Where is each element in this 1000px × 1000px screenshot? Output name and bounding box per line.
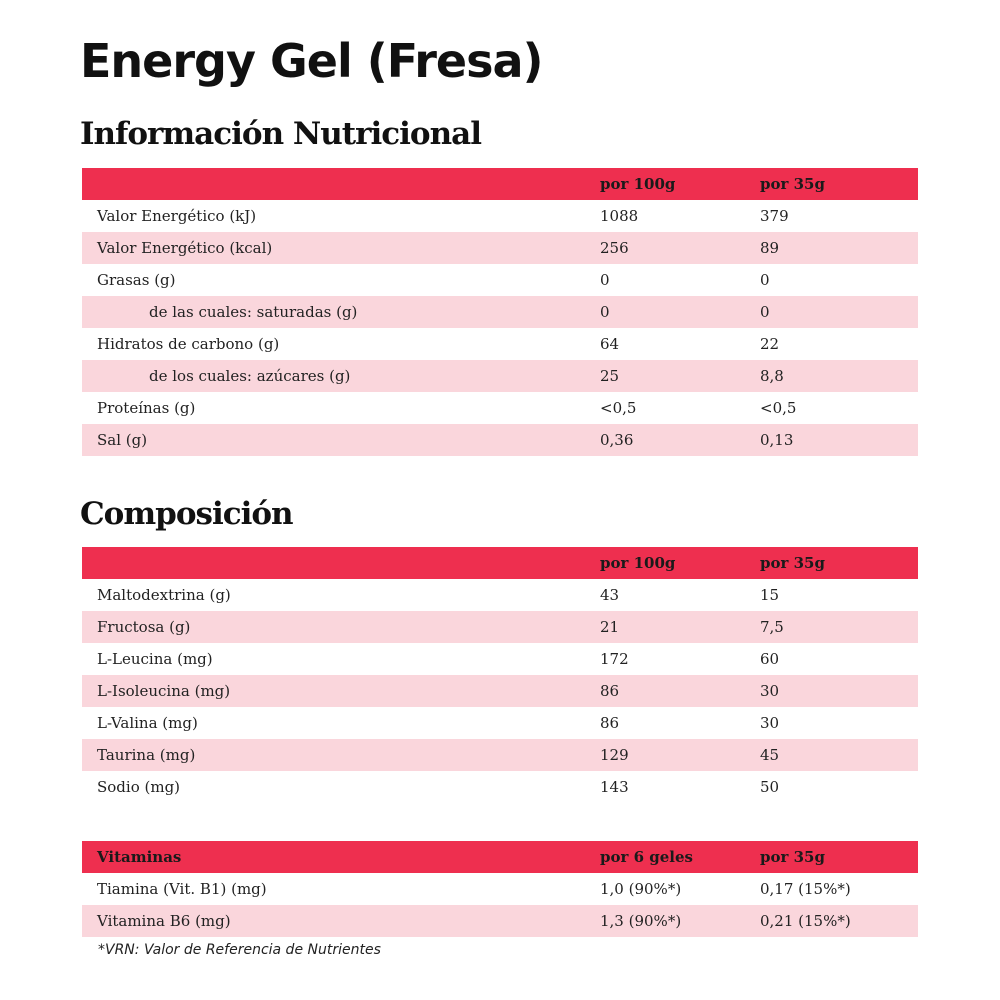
- column-header-per-100g: por 100g: [600, 554, 676, 572]
- row-label: Grasas (g): [97, 271, 176, 289]
- row-value-35g: 89: [760, 239, 780, 257]
- column-header-vitamins: Vitaminas: [97, 848, 182, 866]
- row-value-100g: 0: [600, 271, 610, 289]
- row-value-35g: 0,13: [760, 431, 794, 449]
- row-value-100g: 143: [600, 778, 629, 796]
- nutrition-heading: Información Nutricional: [80, 116, 481, 152]
- table-header: [82, 168, 918, 200]
- row-value-35g: 15: [760, 586, 780, 604]
- table-header: [82, 841, 918, 873]
- product-title: Energy Gel (Fresa): [80, 34, 543, 88]
- table-row: [82, 360, 918, 392]
- row-label: de los cuales: azúcares (g): [149, 367, 351, 385]
- row-value-100g: 25: [600, 367, 620, 385]
- row-value-100g: 86: [600, 682, 620, 700]
- row-value-35g: 45: [760, 746, 780, 764]
- row-value-35g: <0,5: [760, 399, 797, 417]
- column-header-per-35g: por 35g: [760, 175, 825, 193]
- row-value-35g: 7,5: [760, 618, 784, 636]
- row-value-35g: 60: [760, 650, 780, 668]
- row-value-100g: 1088: [600, 207, 639, 225]
- row-value-6-gels: 1,0 (90%*): [600, 880, 682, 898]
- row-value-35g: 379: [760, 207, 789, 225]
- row-value-100g: 0,36: [600, 431, 634, 449]
- table-row: [82, 296, 918, 328]
- table-header: [82, 547, 918, 579]
- table-row: [82, 707, 918, 739]
- row-value-35g: 30: [760, 682, 780, 700]
- table-row: [82, 232, 918, 264]
- row-value-35g: 8,8: [760, 367, 784, 385]
- table-row: [82, 264, 918, 296]
- row-label: Maltodextrina (g): [97, 586, 231, 604]
- row-label: L-Leucina (mg): [97, 650, 213, 668]
- row-label: Vitamina B6 (mg): [97, 912, 231, 930]
- row-value-100g: <0,5: [600, 399, 637, 417]
- nutrition-table: [82, 168, 918, 456]
- row-label: L-Isoleucina (mg): [97, 682, 231, 700]
- row-label: Fructosa (g): [97, 618, 191, 636]
- row-label: Proteínas (g): [97, 399, 196, 417]
- row-label: Sodio (mg): [97, 778, 181, 796]
- table-row: [82, 200, 918, 232]
- row-value-100g: 256: [600, 239, 629, 257]
- row-value-35g: 0: [760, 303, 770, 321]
- row-value-35g: 0,21 (15%*): [760, 912, 851, 930]
- table-row: [82, 424, 918, 456]
- table-row: [82, 771, 918, 803]
- row-value-100g: 172: [600, 650, 629, 668]
- row-value-35g: 50: [760, 778, 780, 796]
- table-row: [82, 328, 918, 360]
- table-row: [82, 739, 918, 771]
- row-label: Valor Energético (kJ): [97, 207, 257, 225]
- row-label: L-Valina (mg): [97, 714, 198, 732]
- column-header-per-100g: por 100g: [600, 175, 676, 193]
- row-value-35g: 0,17 (15%*): [760, 880, 851, 898]
- composition-heading: Composición: [80, 496, 293, 532]
- composition-table: [82, 547, 918, 803]
- row-label: Tiamina (Vit. B1) (mg): [97, 880, 267, 898]
- row-value-100g: 21: [600, 618, 620, 636]
- vitamins-table: [82, 841, 918, 937]
- table-row: [82, 675, 918, 707]
- row-value-100g: 64: [600, 335, 620, 353]
- row-value-100g: 0: [600, 303, 610, 321]
- row-value-100g: 43: [600, 586, 620, 604]
- table-row: [82, 873, 918, 905]
- table-row: [82, 643, 918, 675]
- row-label: de las cuales: saturadas (g): [149, 303, 358, 321]
- row-value-100g: 86: [600, 714, 620, 732]
- row-label: Hidratos de carbono (g): [97, 335, 280, 353]
- row-value-35g: 30: [760, 714, 780, 732]
- row-value-100g: 129: [600, 746, 629, 764]
- row-label: Taurina (mg): [97, 746, 196, 764]
- table-row: [82, 392, 918, 424]
- row-value-35g: 22: [760, 335, 780, 353]
- table-row: [82, 611, 918, 643]
- column-header-per-6-gels: por 6 geles: [600, 848, 693, 866]
- column-header-per-35g: por 35g: [760, 554, 825, 572]
- footnote: *VRN: Valor de Referencia de Nutrientes: [98, 942, 381, 958]
- row-value-6-gels: 1,3 (90%*): [600, 912, 682, 930]
- row-label: Valor Energético (kcal): [97, 239, 273, 257]
- table-row: [82, 579, 918, 611]
- column-header-per-35g: por 35g: [760, 848, 825, 866]
- table-row: [82, 905, 918, 937]
- row-value-35g: 0: [760, 271, 770, 289]
- row-label: Sal (g): [97, 431, 148, 449]
